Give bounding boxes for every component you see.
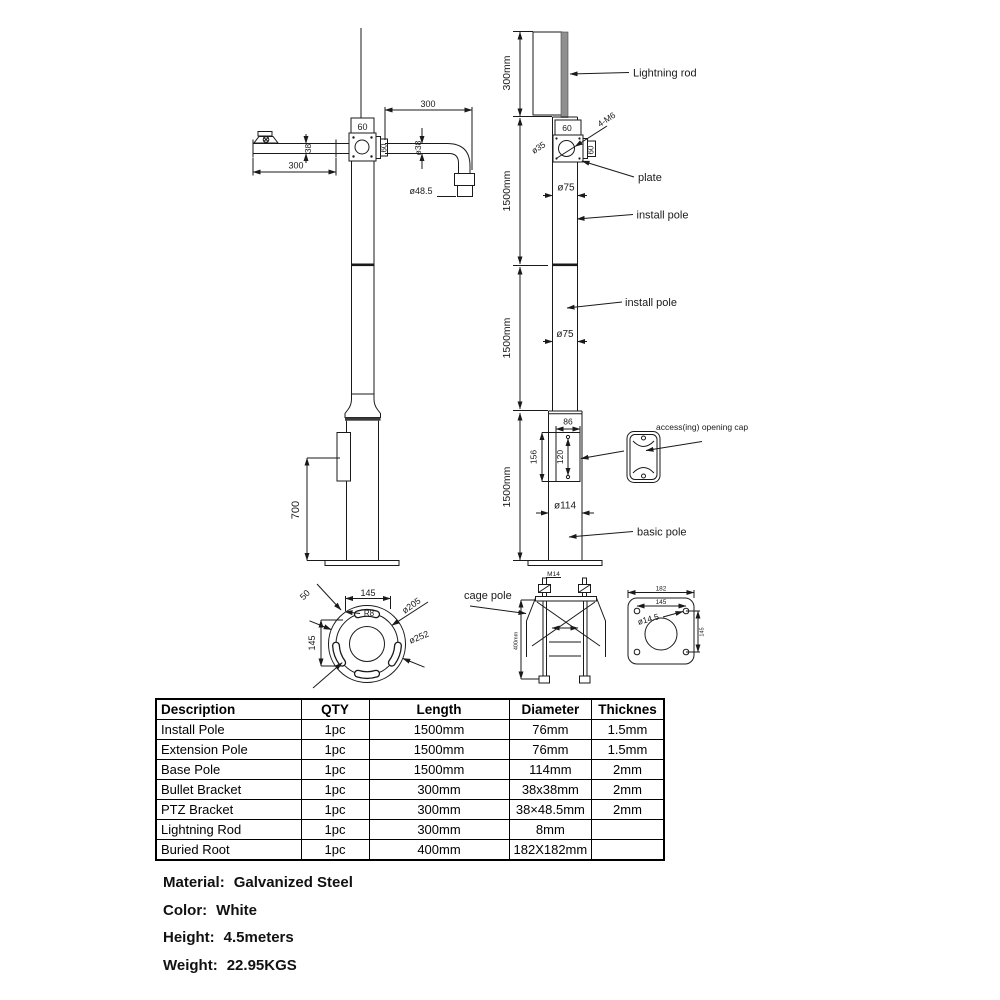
cell-qty: 1pc (301, 780, 369, 800)
col-length: Length (369, 699, 509, 720)
label-basic-pole: basic pole (637, 526, 687, 539)
cell-diameter: 38x38mm (509, 780, 592, 800)
dim-anchor-outer-width: 182 (655, 585, 667, 593)
pole-taper (345, 394, 381, 418)
anchor-plate-view (628, 586, 706, 665)
dim-door-height: 700 (290, 500, 302, 520)
table-row (156, 740, 664, 760)
dim-end-diameter: ø48.5 (409, 186, 433, 196)
cell-diameter: 38×48.5mm (509, 800, 592, 820)
dim-opening-width: 86 (563, 416, 573, 427)
cell-description: Install Pole (156, 720, 301, 740)
dim-bolt-spacing-v: 145 (307, 635, 317, 651)
dim-cage-height: 400mm (513, 631, 520, 651)
cell-description: Buried Root (156, 840, 301, 861)
bullet-camera-mount-icon (254, 132, 278, 144)
dim-bolt-spacing-h: 145 (360, 588, 376, 598)
dim-arm-right-length: 300 (420, 99, 436, 109)
flange-view (298, 584, 430, 688)
product-specs (163, 869, 353, 979)
spec-table (155, 698, 665, 861)
dim-extension-pole-len: 1500mm (501, 317, 513, 359)
table-row (156, 820, 664, 840)
label-access-cap: access(ing) opening cap (656, 422, 749, 432)
cell-thickness (592, 820, 664, 840)
cell-diameter: 76mm (509, 740, 592, 760)
cell-description: PTZ Bracket (156, 800, 301, 820)
dim-arm-height: 38 (303, 143, 313, 154)
dim-lightning-rod: 300mm (501, 55, 513, 91)
front-base-plate (325, 561, 399, 566)
cell-qty: 1pc (301, 820, 369, 840)
dim-anchor-hole-diameter: ø14.5 (636, 611, 661, 627)
dim-bolt-circle: ø205 (400, 595, 423, 616)
cell-length: 1500mm (369, 720, 509, 740)
col-description: Description (156, 699, 301, 720)
flange-center-hole (350, 627, 385, 662)
flange-bolt-circle (336, 613, 398, 675)
spec-weight-value: 22.95KGS (226, 956, 297, 974)
dim-anchor-hole-spacing: 145 (655, 599, 667, 606)
label-extension-pole: install pole (625, 297, 677, 309)
cell-diameter: 114mm (509, 760, 592, 780)
bullet-bracket-arm (253, 132, 349, 158)
label-lightning-rod: Lightning rod (633, 67, 697, 80)
cell-length: 300mm (369, 780, 509, 800)
front-pole-body (325, 161, 399, 566)
dim-arm-left-length: 300 (288, 160, 304, 171)
cell-qty: 1pc (301, 720, 369, 740)
cell-diameter: 76mm (509, 720, 592, 740)
dim-opening-inner: 120 (555, 449, 565, 465)
dim-cap-width-side: 60 (562, 123, 572, 133)
cage-pole-view (464, 571, 606, 683)
dim-extension-pole-dia: ø75 (556, 329, 574, 340)
access-opening-cap (627, 432, 660, 483)
table-row (156, 780, 664, 800)
front-view (253, 28, 475, 566)
spec-material-label: Material: (163, 874, 225, 891)
col-diameter: Diameter (509, 699, 592, 720)
cell-thickness: 1.5mm (592, 740, 664, 760)
cell-description: Bullet Bracket (156, 780, 301, 800)
cell-thickness: 1.5mm (592, 720, 664, 740)
cell-diameter: 182X182mm (509, 840, 592, 861)
side-base-plate (528, 561, 602, 566)
label-install-pole: install pole (636, 209, 689, 222)
side-view (501, 32, 748, 566)
spec-height-label: Height: (163, 929, 215, 946)
label-plate: plate (638, 172, 662, 184)
table-row (156, 720, 664, 740)
cell-diameter: 8mm (509, 820, 592, 840)
spec-weight-label: Weight: (163, 956, 218, 974)
cell-description: Base Pole (156, 760, 301, 780)
spec-color (163, 897, 353, 925)
spec-color-label: Color: (163, 901, 208, 919)
spec-height (163, 924, 353, 952)
table-row (156, 760, 664, 780)
table-row (156, 800, 664, 820)
dim-slot-radius: R8 (363, 609, 375, 618)
cell-qty: 1pc (301, 760, 369, 780)
dim-anchor-hole-spacing-side: 145 (699, 627, 706, 637)
table-header-row (156, 699, 664, 720)
cage-structure (527, 578, 606, 683)
dim-plate-hole: ø35 (529, 139, 548, 156)
cell-thickness: 2mm (592, 800, 664, 820)
dim-thread: M14 (547, 571, 560, 578)
dim-install-pole-len: 1500mm (501, 170, 513, 212)
dim-arm-diameter: ø38 (413, 140, 423, 156)
dim-slot-offset: 50 (297, 587, 312, 602)
cell-qty: 1pc (301, 740, 369, 760)
dim-outer: ø252 (407, 628, 431, 646)
spec-material (163, 869, 353, 897)
cell-length: 1500mm (369, 760, 509, 780)
cell-length: 400mm (369, 840, 509, 861)
cell-qty: 1pc (301, 840, 369, 861)
cell-length: 1500mm (369, 740, 509, 760)
cell-description: Lightning Rod (156, 820, 301, 840)
cell-thickness: 2mm (592, 760, 664, 780)
dim-basic-pole-dia: ø114 (553, 500, 577, 512)
dim-install-pole-dia: ø75 (557, 182, 575, 194)
lightning-rod (533, 32, 568, 118)
cell-length: 300mm (369, 820, 509, 840)
dim-plate-side-side: 60 (586, 145, 596, 155)
spec-weight (163, 952, 353, 980)
label-plate-holes: 4-M6 (595, 110, 618, 129)
cell-thickness (592, 840, 664, 861)
access-door (337, 433, 351, 482)
label-cage-pole: cage pole (464, 590, 512, 602)
dim-opening-outer: 156 (528, 449, 539, 465)
spec-material-value: Galvanized Steel (233, 874, 353, 891)
col-thickness: Thicknes (592, 699, 664, 720)
col-qty: QTY (301, 699, 369, 720)
top-plate-assembly (553, 120, 596, 162)
cell-length: 300mm (369, 800, 509, 820)
spec-height-value: 4.5meters (223, 929, 294, 946)
cell-thickness: 2mm (592, 780, 664, 800)
dim-basic-pole-len: 1500mm (501, 466, 513, 508)
cell-description: Extension Pole (156, 740, 301, 760)
table-row (156, 840, 664, 861)
cell-qty: 1pc (301, 800, 369, 820)
spec-color-value: White (216, 901, 257, 919)
dim-cap-width: 60 (357, 122, 368, 132)
dim-plate-side: 60 (379, 143, 389, 153)
